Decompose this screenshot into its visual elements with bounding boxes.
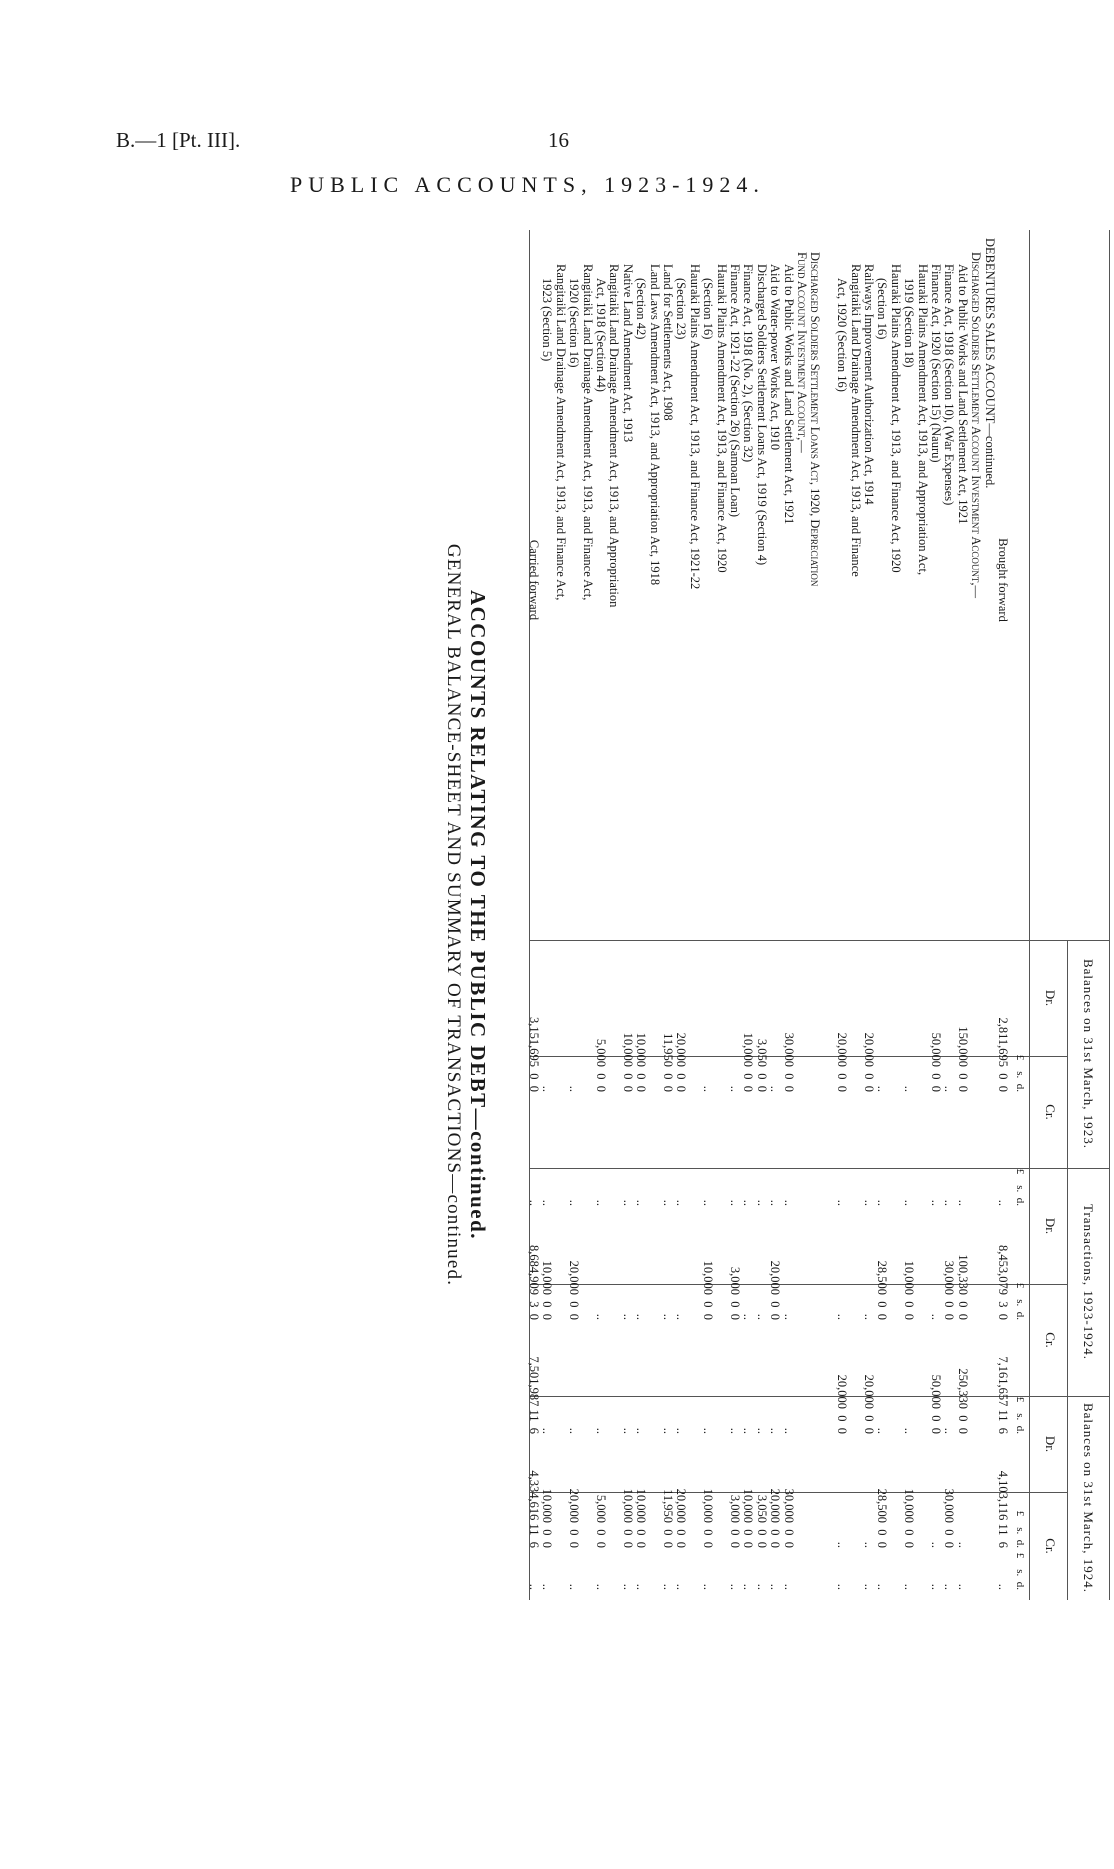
row-value-c2: .. <box>567 1199 582 1206</box>
row-value-c2: .. <box>781 1199 796 1206</box>
row-value-c5: .. <box>955 1541 970 1548</box>
row-value-c6: .. <box>835 1583 850 1590</box>
row-value-c5: 4,103,116 11 6 <box>996 1470 1010 1548</box>
row-label: Hauraki Plains Amendment Act, 1913, and Finance Act, 1920 <box>714 264 729 573</box>
row-value-c2: .. <box>768 1199 783 1206</box>
row-value-c6: .. <box>634 1583 649 1590</box>
row-value-c5: 11,950 0 0 <box>661 1489 675 1548</box>
row-value-c5: 30,000 0 0 <box>942 1488 957 1548</box>
row-value-c6: .. <box>674 1583 689 1590</box>
row-value-c1: .. <box>540 1085 555 1092</box>
row-value-c3: 28,500 0 0 <box>875 1260 890 1320</box>
row-value-c1: 11,950 0 0 <box>661 1033 675 1092</box>
row-value-c5: 10,000 0 0 <box>741 1488 756 1548</box>
row-value-c6: .. <box>567 1583 582 1590</box>
row-value-c3: .. <box>835 1313 850 1320</box>
row-value-c1: 2,811,695 0 0 <box>996 1017 1010 1092</box>
row-value-c4: 20,000 0 0 <box>835 1374 850 1434</box>
row-value-c6: .. <box>768 1583 783 1590</box>
row-value-c5: 20,000 0 0 <box>768 1488 783 1548</box>
page-number: 16 <box>548 128 569 152</box>
row-value-c1: .. <box>567 1085 582 1092</box>
row-value-c4: .. <box>661 1427 675 1434</box>
row-value-c4: .. <box>942 1427 957 1434</box>
row-value-c2: .. <box>701 1199 716 1206</box>
row-value-c6: .. <box>902 1583 917 1590</box>
row-label: Fund Account Investment Account,— <box>795 252 809 453</box>
row-label: Aid to Public Works and Land Settlement Act, 1921 <box>781 264 796 525</box>
row-label: (Section 23) <box>674 278 689 340</box>
row-value-c4: .. <box>634 1427 649 1434</box>
row-value-c6: .. <box>540 1583 555 1590</box>
row-value-c4: .. <box>540 1427 555 1434</box>
row-value-c6: .. <box>781 1583 796 1590</box>
row-value-c5: 28,500 0 0 <box>875 1488 890 1548</box>
balance-sheet-table <box>527 230 1110 1600</box>
row-value-c6: .. <box>661 1583 675 1590</box>
row-value-c2: .. <box>902 1199 917 1206</box>
header-cr-1924: Cr. <box>1043 1538 1058 1554</box>
header-dr-transactions: Dr. <box>1043 1217 1058 1235</box>
header-transactions: Transactions, 1923-1924. <box>1081 1203 1096 1361</box>
row-label: Act, 1920 (Section 16) <box>835 278 850 392</box>
header-cr-1923: Cr. <box>1043 1104 1058 1120</box>
row-value-c2: .. <box>728 1199 742 1206</box>
row-label: Railways Improvement Authorization Act, 1914 <box>862 264 876 505</box>
row-value-c2: .. <box>875 1199 890 1206</box>
row-label: Land Laws Amendment Act, 1913, and Appropriation Act, 1918 <box>647 264 662 586</box>
row-label: DEBENTURES SALES ACCOUNT—continued. <box>982 238 997 489</box>
row-value-c2: .. <box>942 1199 957 1206</box>
table-rule <box>1109 230 1110 1600</box>
row-value-c3: .. <box>862 1313 876 1320</box>
row-value-c3: 100,330 0 0 <box>955 1254 970 1320</box>
row-label: Rangitaiki Land Drainage Amendment Act, 1913, and Appropriation <box>607 264 622 608</box>
units-label: £ s. d. <box>1014 1396 1026 1434</box>
row-value-c5: 10,000 0 0 <box>620 1488 635 1548</box>
row-value-c6: .. <box>741 1583 756 1590</box>
row-value-c2: .. <box>996 1199 1010 1206</box>
row-label: Aid to Water-power Works Act, 1910 <box>768 264 783 451</box>
table-row <box>523 230 541 1600</box>
row-value-c5: .. <box>929 1541 943 1548</box>
row-value-c1: 3,050 0 0 <box>754 1038 769 1092</box>
row-value-c6: .. <box>862 1583 876 1590</box>
row-value-c3: 10,000 0 0 <box>540 1260 555 1320</box>
row-value-c3: .. <box>674 1313 689 1320</box>
units-label: £ s. d. <box>1014 1168 1026 1206</box>
row-value-c1: 10,000 0 0 <box>741 1032 756 1092</box>
row-value-c4: 50,000 0 0 <box>929 1374 943 1434</box>
row-value-c4: .. <box>620 1427 635 1434</box>
row-value-c6: .. <box>527 1583 541 1590</box>
row-value-c5: 10,000 0 0 <box>902 1488 917 1548</box>
row-label: 1919 (Section 18) <box>902 278 917 368</box>
running-title: PUBLIC ACCOUNTS, 1923-1924. <box>290 172 765 197</box>
row-value-c3: .. <box>594 1313 608 1320</box>
row-value-c3: 30,000 0 0 <box>942 1260 957 1320</box>
row-value-c4: .. <box>701 1427 716 1434</box>
row-value-c2: .. <box>674 1199 689 1206</box>
row-label: Brought forward <box>996 538 1010 622</box>
row-value-c3: 10,000 0 0 <box>902 1260 917 1320</box>
row-value-c2: .. <box>741 1199 756 1206</box>
row-value-c1: 150,000 0 0 <box>955 1026 970 1092</box>
row-value-c1: 20,000 0 0 <box>674 1032 689 1092</box>
row-value-c3: 8,684,909 3 0 <box>527 1245 541 1320</box>
row-value-c2: .. <box>835 1199 850 1206</box>
row-label: Discharged Soldiers Settlement Loans Act, 1919 (Section 4) <box>754 264 769 566</box>
row-label: Native Land Amendment Act, 1913 <box>620 264 635 443</box>
row-value-c5: .. <box>862 1541 876 1548</box>
row-label: (Section 16) <box>875 278 890 340</box>
row-value-c1: .. <box>701 1085 716 1092</box>
row-value-c5: 3,000 0 0 <box>728 1494 742 1548</box>
header-rule <box>1067 940 1068 1600</box>
row-value-c1: .. <box>902 1085 917 1092</box>
row-value-c5: 10,000 0 0 <box>701 1488 716 1548</box>
row-value-c1: 30,000 0 0 <box>781 1032 796 1092</box>
row-value-c2: .. <box>620 1199 635 1206</box>
row-label: Finance Act, 1921-22 (Section 26) (Samoan Loan) <box>728 264 742 518</box>
row-value-c2: .. <box>929 1199 943 1206</box>
row-value-c6: .. <box>955 1583 970 1590</box>
row-value-c5: 3,050 0 0 <box>754 1494 769 1548</box>
row-label: Finance Act, 1918 (No. 2), (Section 32) <box>741 264 756 463</box>
row-value-c6: .. <box>701 1583 716 1590</box>
row-value-c4: 250,330 0 0 <box>955 1368 970 1434</box>
row-value-c2: .. <box>862 1199 876 1206</box>
header-rule <box>1029 230 1030 1600</box>
row-value-c6: .. <box>996 1583 1010 1590</box>
row-label: Finance Act, 1920 (Section 15) (Nauru) <box>929 264 943 463</box>
row-value-c3: 10,000 0 0 <box>701 1260 716 1320</box>
row-label: Rangitaiki Land Drainage Amendment Act, 1913, and Finance Act, <box>580 264 595 601</box>
row-value-c5: 20,000 0 0 <box>674 1488 689 1548</box>
row-value-c5: 4,334,616 11 6 <box>527 1470 541 1548</box>
row-value-c3: .. <box>741 1313 756 1320</box>
row-label: (Section 42) <box>634 278 649 340</box>
row-value-c3: .. <box>661 1313 675 1320</box>
row-label: Rangitaiki Land Drainage Amendment Act, 1913, and Finance <box>848 264 863 577</box>
row-label: Hauraki Plains Amendment Act, 1913, and Finance Act, 1920 <box>888 264 903 573</box>
row-value-c3: 20,000 0 0 <box>768 1260 783 1320</box>
row-value-c6: .. <box>728 1583 742 1590</box>
row-value-c4: 7,501,987 11 6 <box>527 1356 541 1434</box>
row-value-c5: 10,000 0 0 <box>540 1488 555 1548</box>
row-value-c2: .. <box>754 1199 769 1206</box>
row-value-c2: .. <box>955 1199 970 1206</box>
row-value-c3: .. <box>781 1313 796 1320</box>
row-value-c1: 50,000 0 0 <box>929 1032 943 1092</box>
row-label: (Section 16) <box>701 278 716 340</box>
row-value-c3: .. <box>620 1313 635 1320</box>
header-dr-1924: Dr. <box>1043 1435 1058 1453</box>
row-label: Land for Settlements Act, 1908 <box>661 264 675 421</box>
row-value-c4: 7,161,657 11 6 <box>996 1356 1010 1434</box>
row-value-c2: .. <box>661 1199 675 1206</box>
row-value-c5: 20,000 0 0 <box>567 1488 582 1548</box>
row-value-c6: .. <box>875 1583 890 1590</box>
header-balances-1923: Balances on 31st March, 1923. <box>1081 958 1096 1150</box>
row-value-c4: .. <box>674 1427 689 1434</box>
row-value-c6: .. <box>942 1583 957 1590</box>
row-value-c4: .. <box>768 1427 783 1434</box>
row-value-c2: .. <box>540 1199 555 1206</box>
row-value-c6: .. <box>620 1583 635 1590</box>
row-value-c4: .. <box>902 1427 917 1434</box>
row-value-c3: .. <box>634 1313 649 1320</box>
row-value-c6: .. <box>754 1583 769 1590</box>
row-label: 1920 (Section 16) <box>567 278 582 368</box>
row-value-c2: .. <box>634 1199 649 1206</box>
row-label: Discharged Soldiers Settlement Loans Act, 1920, Depreciation <box>808 252 823 587</box>
units-row <box>1008 230 1026 1600</box>
row-label: Carried forward <box>527 539 541 621</box>
row-value-c1: 20,000 0 0 <box>862 1032 876 1092</box>
row-value-c5: 30,000 0 0 <box>781 1488 796 1548</box>
row-value-c4: .. <box>875 1427 890 1434</box>
row-value-c1: 20,000 0 0 <box>835 1032 850 1092</box>
rotated-table-frame <box>350 230 1110 1600</box>
units-label: £ s. d. <box>1014 1054 1026 1092</box>
units-label: £ s. d. <box>1014 1552 1026 1590</box>
header-cr-transactions: Cr. <box>1043 1332 1058 1348</box>
row-value-c2: .. <box>594 1199 608 1206</box>
row-value-c3: 8,453,079 3 0 <box>996 1245 1010 1320</box>
row-value-c1: .. <box>768 1085 783 1092</box>
row-value-c1: 10,000 0 0 <box>634 1032 649 1092</box>
row-value-c4: .. <box>594 1427 608 1434</box>
row-value-c3: .. <box>754 1313 769 1320</box>
row-value-c1: .. <box>875 1085 890 1092</box>
row-value-c3: 3,000 0 0 <box>728 1266 742 1320</box>
row-label: Finance Act, 1918 (Section 10), (War Expenses) <box>942 264 957 506</box>
row-value-c5: 5,000 0 0 <box>594 1494 608 1548</box>
row-value-c5: 10,000 0 0 <box>634 1488 649 1548</box>
row-label: Hauraki Plains Amendment Act, 1913, and Finance Act, 1921-22 <box>687 264 702 590</box>
row-value-c4: .. <box>567 1427 582 1434</box>
row-value-c1: 10,000 0 0 <box>620 1032 635 1092</box>
row-value-c3: .. <box>929 1313 943 1320</box>
row-label: Hauraki Plains Amendment Act, 1913, and Appropriation Act, <box>915 264 930 576</box>
row-label: Act, 1918 (Section 44) <box>594 278 608 392</box>
row-value-c3: 20,000 0 0 <box>567 1260 582 1320</box>
row-value-c4: 20,000 0 0 <box>862 1374 876 1434</box>
table-subtitle: GENERAL BALANCE-SHEET AND SUMMARY OF TRANSACTIONS—continued. <box>443 543 464 1287</box>
units-label: £ s. d. <box>1014 1510 1026 1548</box>
row-value-c1: .. <box>942 1085 957 1092</box>
row-value-c6: .. <box>594 1583 608 1590</box>
row-value-c1: 5,000 0 0 <box>594 1038 608 1092</box>
row-value-c4: .. <box>741 1427 756 1434</box>
row-value-c1: 3,151,695 0 0 <box>527 1017 541 1092</box>
row-value-c6: .. <box>929 1583 943 1590</box>
row-value-c5: .. <box>835 1541 850 1548</box>
row-label: Rangitaiki Land Drainage Amendment Act, 1913, and Finance Act, <box>553 264 568 601</box>
header-balances-1924: Balances on 31st March, 1924. <box>1081 1402 1096 1594</box>
header-dr-1923: Dr. <box>1043 989 1058 1007</box>
row-label: Aid to Public Works and Land Settlement Act, 1921 <box>955 264 970 525</box>
document-code: B.—1 [Pt. III]. <box>116 128 241 152</box>
row-value-c4: .. <box>754 1427 769 1434</box>
row-value-c2: .. <box>527 1199 541 1206</box>
table-title: ACCOUNTS RELATING TO THE PUBLIC DEBT—continued. <box>466 589 490 1241</box>
row-label: Discharged Soldiers Settlement Account Investment Account,— <box>969 252 984 599</box>
units-label: £ s. d. <box>1014 1282 1026 1320</box>
row-value-c4: .. <box>781 1427 796 1434</box>
row-label: 1923 (Section 5) <box>540 278 555 362</box>
row-value-c1: .. <box>728 1085 742 1092</box>
row-value-c4: .. <box>728 1427 742 1434</box>
